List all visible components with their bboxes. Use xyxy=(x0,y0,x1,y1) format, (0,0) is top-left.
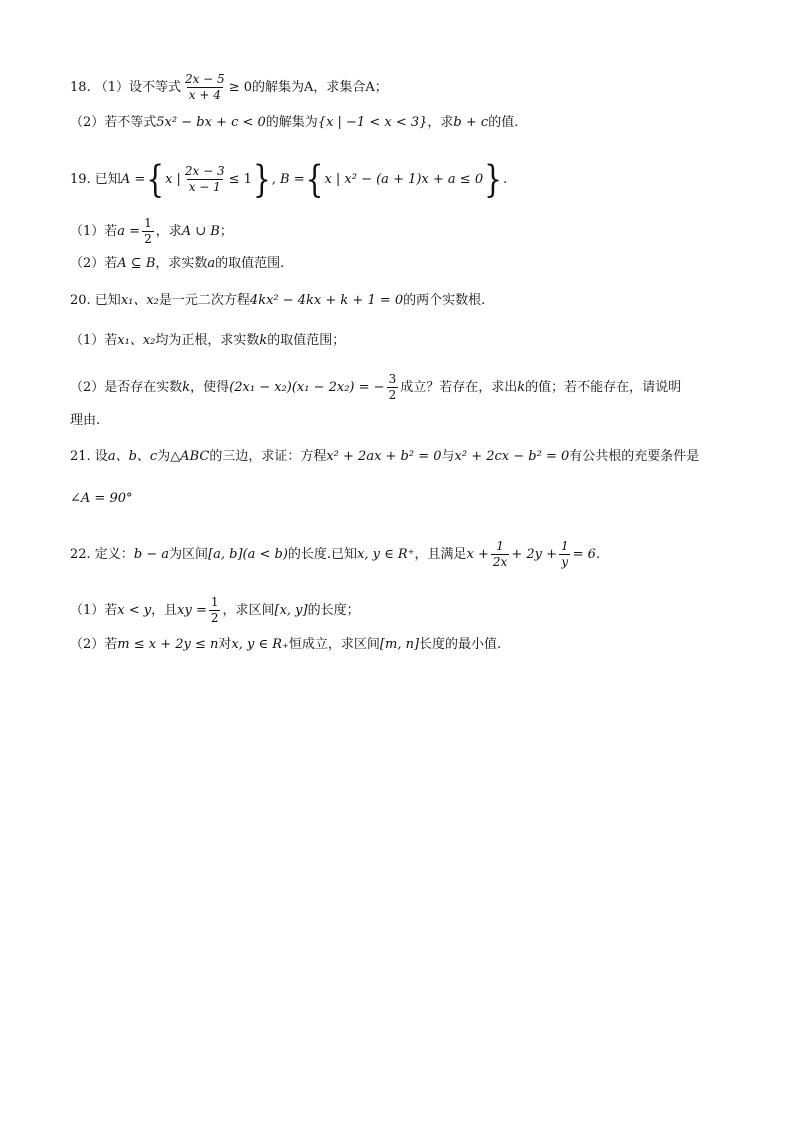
q18-fraction: $\frac{2x - 5}{x + 4}$ xyxy=(184,72,225,102)
left-brace: { xyxy=(305,156,324,202)
q19-part2: （2）若 A ⊆ B ，求实数 a 的取值范围. xyxy=(70,256,285,271)
q20-stem: 20. 已知 x₁、x₂ 是一元二次方程 4kx² − 4kx + k + 1 = 0 的两个实数根. xyxy=(70,293,486,308)
q18-number: 18. xyxy=(70,79,91,95)
q21-stem: 21. 设 a、b、c 为 △ABC 的三边，求证：方程 x² + 2ax + b² = 0 与 x² + 2cx − b² = 0 有公共根的充要条件是 xyxy=(70,449,700,464)
q18-part2: （2）若不等式 5x² − bx + c < 0 的解集为 {x | −1 < x < 3} ，求 b + c 的值. xyxy=(70,115,519,130)
q20-part1: （1）若 x₁、x₂ 均为正根，求实数 k 的取值范围； xyxy=(70,333,346,348)
q21-condition: ∠A = 90° xyxy=(70,491,133,506)
q19-fraction: $\frac{2x - 3}{x - 1}$ xyxy=(184,164,225,194)
right-brace: } xyxy=(252,156,271,202)
q19-stem: 19. 已知 A = { x | $\frac{2x - 3}{x - 1}$ ≤ 1 } , B = { x | x² − (a + 1)x + a ≤ 0 } . xyxy=(70,156,508,202)
q20-part2-continued: 理由. xyxy=(70,413,101,428)
q19-part1: （1）若 a = $\frac{1}{2}$ ，求 A ∪ B ； xyxy=(70,216,233,246)
q22-stem: 22. 定义： b − a 为区间 [a, b](a < b) 的长度.已知 x, y ∈ R⁺ ，且满足 x + $\frac{1}{2x}$ + 2y + $\frac{1}{y}$ = 6 . xyxy=(70,539,601,569)
q22-part1: （1）若 x < y ，且 xy = $\frac{1}{2}$ ，求区间 [x, y] 的长度； xyxy=(70,595,360,625)
q22-part2: （2）若 m ≤ x + 2y ≤ n 对 x, y ∈ R₊ 恒成立，求区间 [m, n] 长度的最小值. xyxy=(70,637,502,652)
right-brace: } xyxy=(484,156,502,202)
left-brace: { xyxy=(146,156,165,202)
q18-part1: 18. （1）设不等式 $\frac{2x - 5}{x + 4}$ ≥ 0 的解集为A，求集合A； xyxy=(70,72,388,102)
q20-part2: （2）是否存在实数 k ，使得 (2x₁ − x₂)(x₁ − 2x₂) = − $\frac{3}{2}$ 成立？若存在，求出 k 的值；若不能存在，请说明 xyxy=(70,372,682,402)
